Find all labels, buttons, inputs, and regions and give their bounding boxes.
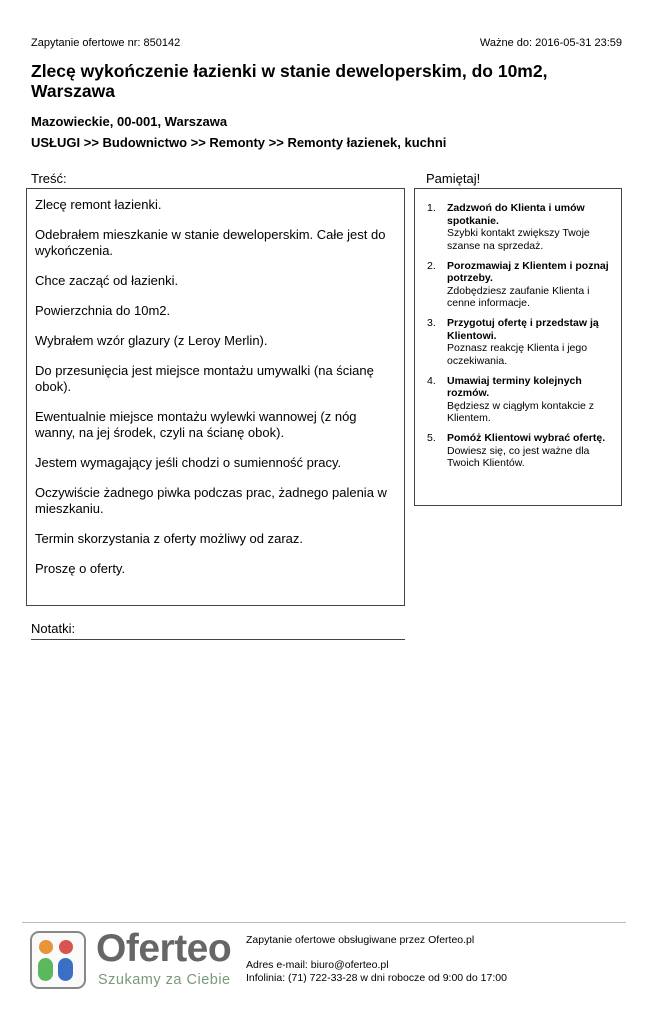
tip-title: Porozmawiaj z Klientem i poznaj potrzeby. bbox=[447, 259, 609, 284]
tip-description: Dowiesz się, co jest ważne dla Twoich Klientów. bbox=[447, 444, 590, 469]
tip-number: 1. bbox=[427, 202, 436, 214]
tip-item bbox=[425, 202, 611, 252]
logo-wordmark: Oferteo bbox=[96, 927, 232, 970]
contact-email: Adres e-mail: biuro@oferteo.pl bbox=[246, 959, 389, 971]
category-breadcrumb: USŁUGI >> Budownictwo >> Remonty >> Remonty łazienek, kuchni bbox=[31, 135, 447, 150]
logo-dot-orange bbox=[39, 940, 53, 954]
content-paragraph: Proszę o oferty. bbox=[35, 561, 126, 576]
tip-description: Zdobędziesz zaufanie Klienta i cenne informacje. bbox=[447, 284, 590, 309]
content-paragraph: Powierzchnia do 10m2. bbox=[35, 303, 171, 318]
valid-until: Ważne do: 2016-05-31 23:59 bbox=[479, 37, 622, 49]
notes-label: Notatki: bbox=[31, 621, 76, 636]
tip-number: 5. bbox=[427, 432, 436, 444]
inquiry-number: Zapytanie ofertowe nr: 850142 bbox=[31, 37, 181, 49]
tip-item bbox=[425, 317, 611, 367]
tip-title: Pomóż Klientowi wybrać ofertę. bbox=[447, 432, 606, 444]
location: Mazowieckie, 00-001, Warszawa bbox=[31, 114, 228, 129]
tip-description: Szybki kontakt zwiększy Twoje szanse na sprzedaż. bbox=[447, 227, 590, 252]
tip-number: 2. bbox=[427, 259, 436, 272]
logo-body-blue bbox=[58, 958, 73, 981]
hotline-text: Infolinia: (71) 722-33-28 w dni robocze od 9:00 do 17:00 bbox=[246, 972, 507, 984]
content-label: Treść: bbox=[31, 171, 67, 186]
tip-description: Będziesz w ciągłym kontakcie z Klientem. bbox=[447, 399, 595, 424]
tip-title: Umawiaj terminy kolejnych rozmów. bbox=[447, 374, 582, 399]
content-paragraph: Chce zacząć od łazienki. bbox=[35, 273, 179, 288]
tip-number: 3. bbox=[427, 317, 436, 329]
served-by-text: Zapytanie ofertowe obsługiwane przez Oferteo.pl bbox=[246, 934, 475, 946]
content-paragraph: Oczywiście żadnego piwka podczas prac, żadnego palenia w mieszkaniu. bbox=[35, 485, 387, 516]
tip-item bbox=[425, 432, 611, 470]
content-paragraph: Termin skorzystania z oferty możliwy od zaraz. bbox=[35, 531, 304, 546]
content-paragraph: Zlecę remont łazienki. bbox=[35, 197, 162, 212]
tip-number: 4. bbox=[427, 374, 436, 387]
logo-icon bbox=[30, 931, 86, 989]
tip-title: Przygotuj ofertę i przedstaw ją Klientowi. bbox=[447, 317, 599, 342]
content-box bbox=[26, 188, 405, 606]
logo-body-green bbox=[38, 958, 53, 981]
content-paragraph: Odebrałem mieszkanie w stanie deweloperskim. Całe jest do wykończenia. bbox=[35, 227, 386, 258]
tips-list bbox=[425, 202, 611, 470]
content-paragraph: Jestem wymagający jeśli chodzi o sumienność pracy. bbox=[35, 455, 342, 470]
tip-description: Poznasz reakcję Klienta i jego oczekiwania. bbox=[447, 342, 588, 367]
logo-slogan: Szukamy za Ciebie bbox=[98, 972, 231, 988]
page-title: Zlecę wykończenie łazienki w stanie deweloperskim, do 10m2, Warszawa bbox=[31, 61, 548, 101]
tip-title: Zadzwoń do Klienta i umów spotkanie. bbox=[447, 202, 585, 227]
content-paragraph: Ewentualnie miejsce montażu wylewki wannowej (z nóg wanny, na jej środek, czyli na ścianę obok). bbox=[35, 409, 357, 440]
oferteo-logo bbox=[30, 927, 240, 991]
notes-line bbox=[31, 639, 405, 640]
tips-label: Pamiętaj! bbox=[426, 171, 481, 186]
content-paragraph: Wybrałem wzór glazury (z Leroy Merlin). bbox=[35, 333, 268, 348]
footer-divider bbox=[22, 922, 626, 923]
content-paragraph: Do przesunięcia jest miejsce montażu umywalki (na ścianę obok). bbox=[35, 363, 374, 394]
tips-box bbox=[414, 188, 622, 506]
tip-item bbox=[425, 260, 611, 310]
tip-item bbox=[425, 375, 611, 425]
logo-dot-red bbox=[59, 940, 73, 954]
